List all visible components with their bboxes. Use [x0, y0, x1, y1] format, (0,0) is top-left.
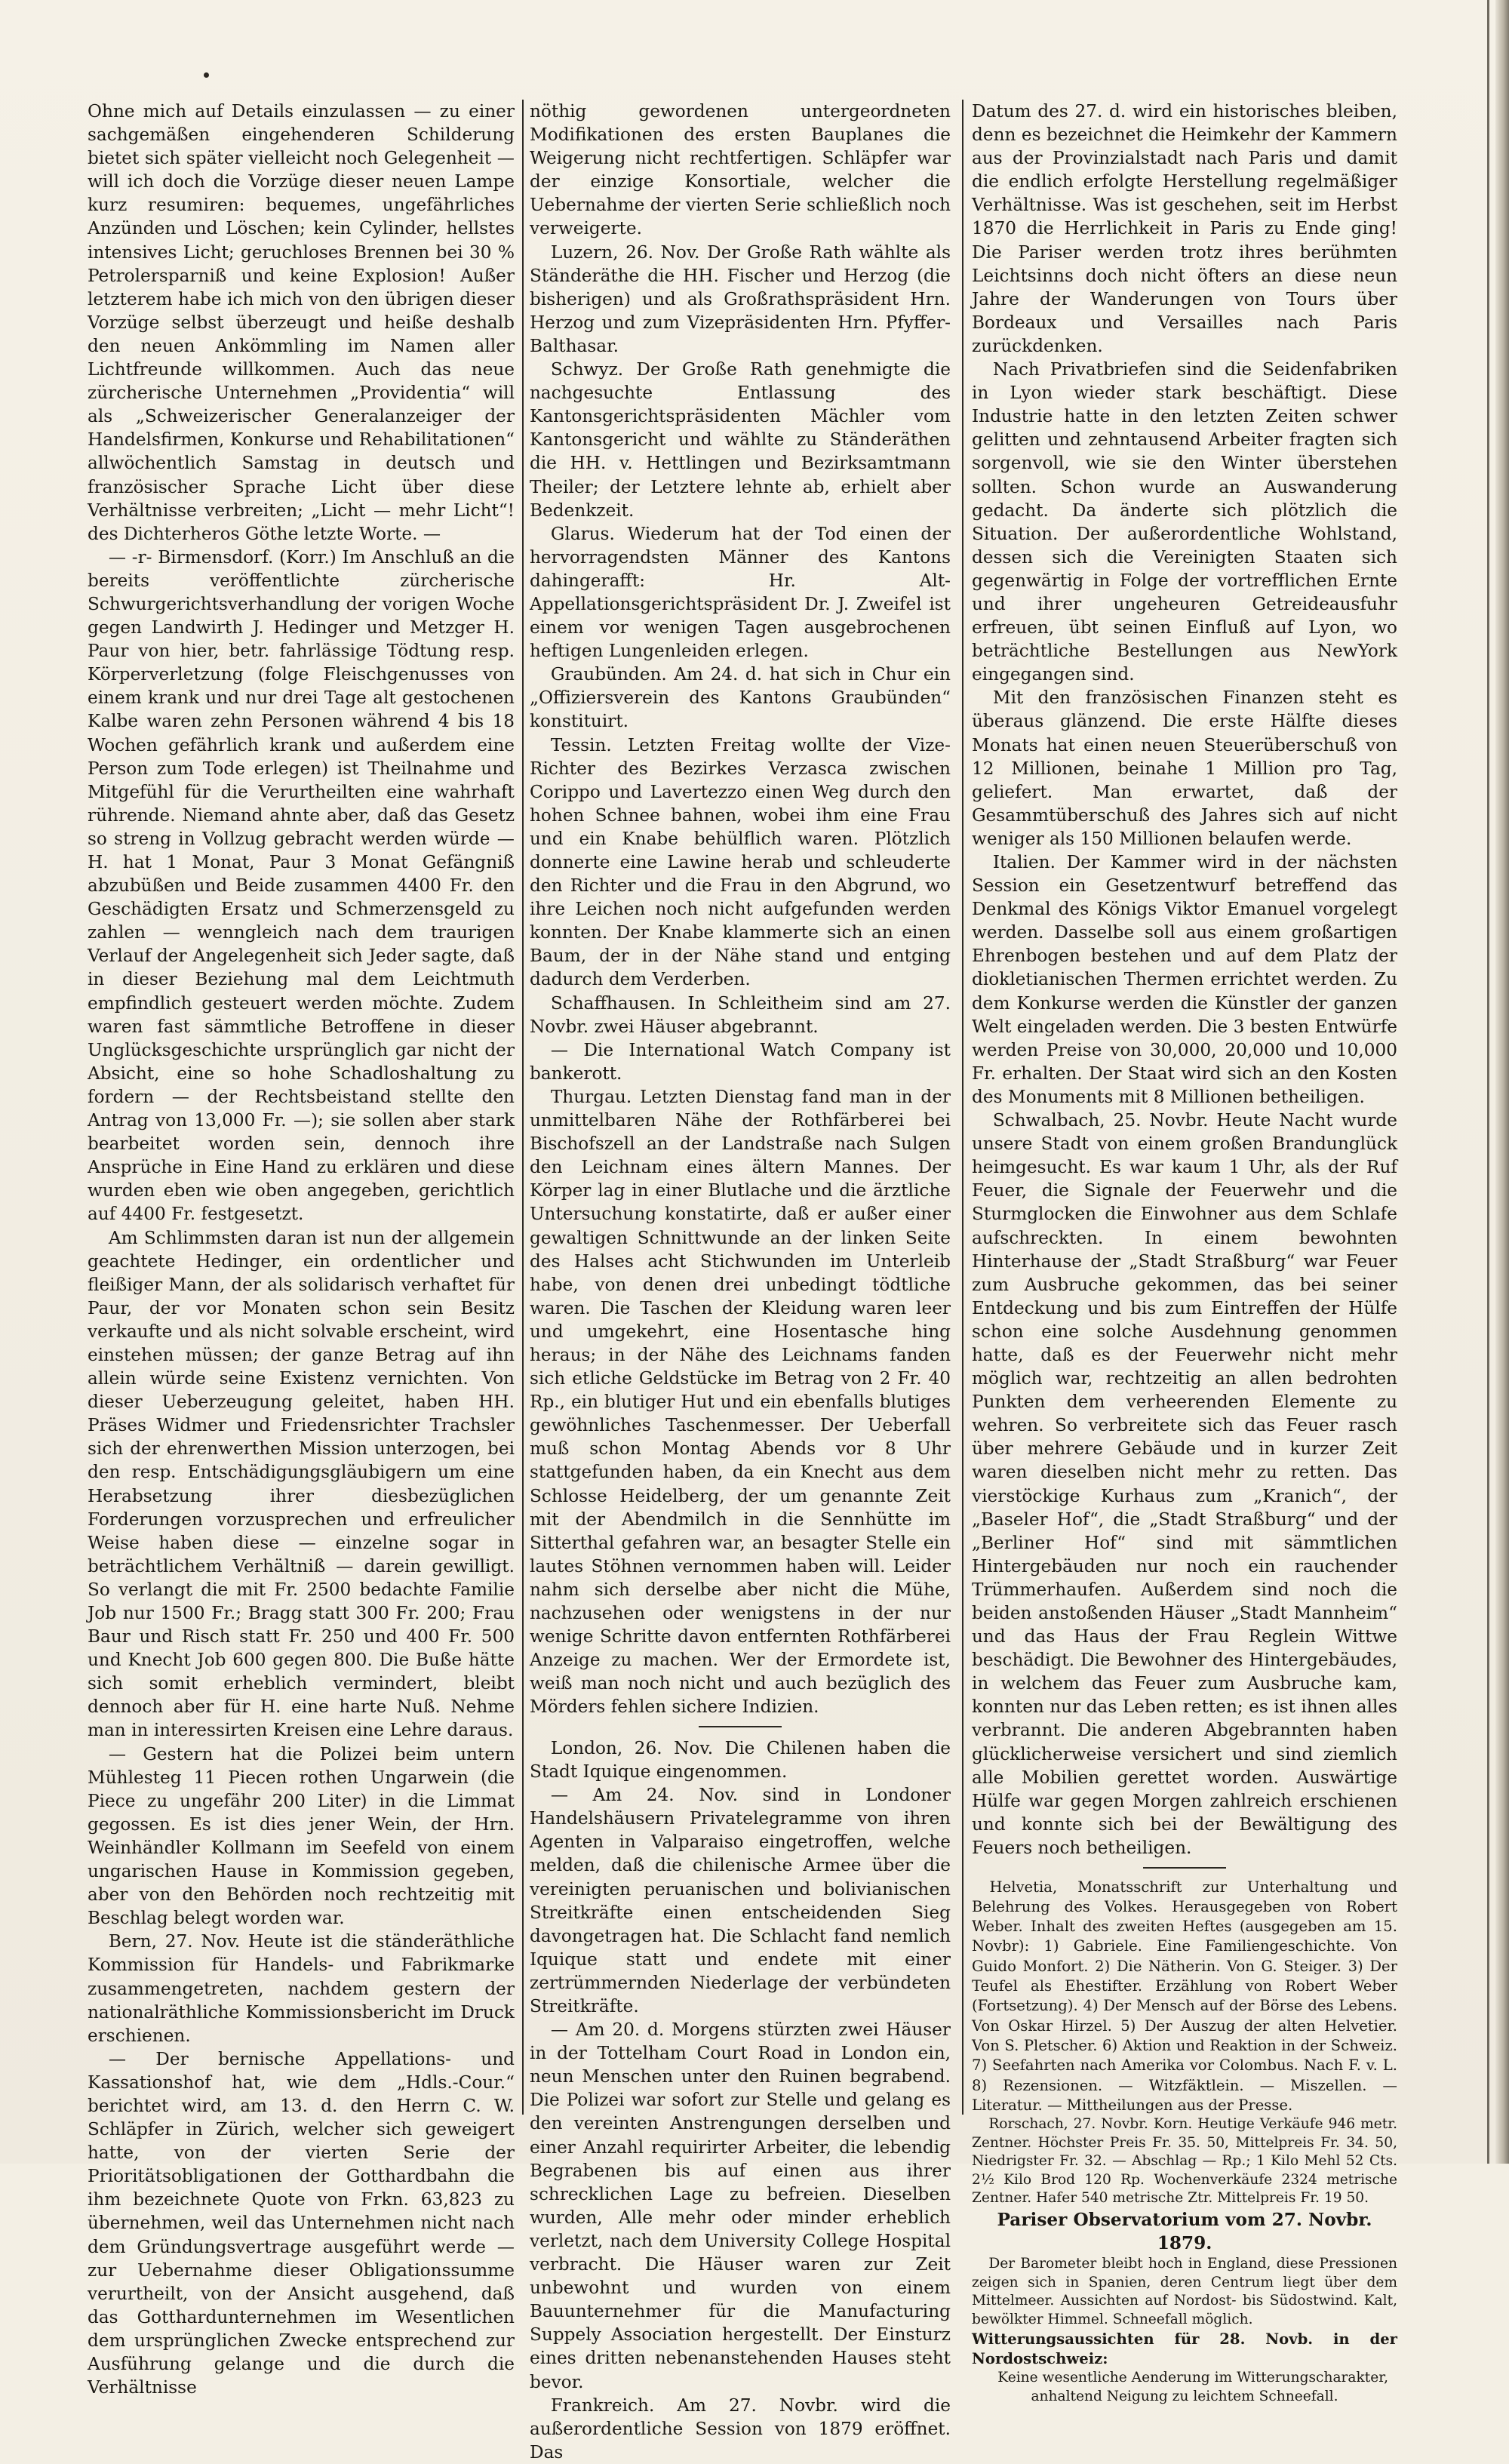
observatory-heading: Pariser Observatorium vom 27. Novbr. 1879.: [997, 2210, 1372, 2254]
observatory-report: Der Barometer bleibt hoch in England, diese Pressionen zeigen sich in Spanien, deren Centrum liegt über dem Mittelmeer. Aussichten auf Nordost- bis Südostwind. Kalt, bewölkter Himmel. Schneefall möglich.: [972, 2256, 1397, 2328]
article-zurich-wine: — Gestern hat die Polizei beim untern Mühlesteg 11 Piecen rothen Ungarwein (die Piece zu ungefähr 200 Liter) in die Limmat gegossen. Es ist dies jener Wein, der Hrn. Weinhändler Kollmann im Seefeld von einem ungarischen Hause in Kommission gegeben, aber von den Behörden noch rechtzeitig mit Beschlag belegt worden war.: [88, 1743, 515, 1929]
weather-heading: Witterungsaussichten für 28. Novb. in der Nordostschweiz:: [972, 2330, 1397, 2367]
section-separator: [699, 1726, 782, 1727]
article-glarus: Glarus. Wiederum hat der Tod einen der hervorragendsten Männer des Kantons dahingerafft: Hr. Alt-Appellationsgerichtspräsident Dr. J. Zweifel ist einem vor wenigen Tagen ausgebrochenen heftigen Lungenleiden erlegen.: [530, 523, 951, 662]
article-schwalbach: Schwalbach, 25. Novbr. Heute Nacht wurde unsere Stadt von einem großen Brandunglück heimgesucht. Es war kaum 1 Uhr, als der Ruf Feuer, die Signale der Feuerwehr und die Sturmglocken die Einwohner aus dem Schlafe aufschreckten. In einem bewohnten Hinterhause der „Stadt Straßburg“ war Feuer zum Ausbruche gekommen, das bei seiner Entdeckung und bis zum Eintreffen der Hülfe schon eine solche Ausdehnung genommen hatte, daß es der Feuerwehr nicht mehr möglich war, rechtzeitig an allen bedrohten Punkten dem verheerenden Elemente zu wehren. So verbreitete sich das Feuer rasch über mehrere Gebäude und in kurzer Zeit waren dieselben nicht mehr zu retten. Das vierstöckige Kurhaus zum „Kranich“, der „Baseler Hof“, die „Stadt Straßburg“ und der „Berliner Hof“ sind mit sämmtlichen Hintergebäuden nur noch ein rauchender Trümmerhaufen. Außerdem sind noch die beiden anstoßenden Häuser „Stadt Mannheim“ und das Haus der Frau Reglein Wittwe beschädigt. Die Bewohner des Hintergebäudes, in welchem das Feuer zum Ausbruche kam, konnten nur das Leben retten; es ist ihnen alles verbrannt. Die anderen Abgebrannten haben glücklicherweise versichert und sind ziemlich alle Mobilien gerettet worden. Auswärtige Hülfe war gegen Morgen zahlreich erschienen und konnte sich bei der Bewältigung des Feuers noch betheiligen.: [972, 1110, 1397, 1858]
page-edge-line: [1487, 0, 1489, 2164]
article-birmensdorf: — -r- Birmensdorf. (Korr.) Im Anschluß an die bereits veröffentlichte zürcherische Schwurgerichtsverhandlung der vorigen Woche gegen Landwirth J. Hedinger und Metzger H. Paur von hier, betr. fahrlässige Tödtung resp. Körperverletzung (folge Fleischgenusses von einem krank und nur drei Tage alt gestochenen Kalbe waren zehn Personen während 4 bis 18 Wochen gefährlich krank und außerdem eine Person zum Tode erlegen) ist Theilnahme und Mitgefühl für die Verurtheilten eine wahrhaft rührende. Niemand ahnte aber, daß das Gesetz so streng in Vollzug gebracht werden würde — H. hat 1 Monat, Paur 3 Monat Gefängniß abzubüßen und Beide zusammen 4400 Fr. den Geschädigten Ersatz und Schmerzensgeld zu zahlen — wenngleich nach dem traurigen Verlauf der Angelegenheit sich Jeder sagte, daß in dieser Beziehung mal dem Leichtmuth empfindlich gesteuert werden möchte. Zudem waren fast sämmtliche Betroffene in dieser Unglücksgeschichte ursprünglich gar nicht der Absicht, eine so hohe Schadloshaltung zu fordern — der Rechtsbeistand stellte den Antrag von 13,000 Fr. —); sie sollen aber stark bearbeitet worden sein, dennoch ihre Ansprüche in Eine Hand zu erklären und diese wurden eben wie oben angegeben, gerichtlich auf 4400 Fr. festgesetzt.: [88, 546, 515, 1225]
article-frankreich: Frankreich. Am 27. Novbr. wird die außerordentliche Session von 1879 eröffnet. Das: [530, 2395, 951, 2462]
article-luzern: Luzern, 26. Nov. Der Große Rath wählte als Ständeräthe die HH. Fischer und Herzog (die bisherigen) und als Großrathspräsident Hrn. Herzog und zum Vizepräsidenten Hrn. Pfyffer-Balthasar.: [530, 241, 951, 356]
market-rorschach: Rorschach, 27. Novbr. Korn. Heutige Verkäufe 946 metr. Zentner. Höchster Preis Fr. 35. 50, Mittelpreis Fr. 34. 50, Niedrigster Fr. 32. — Abschlag — Rp.; 1 Kilo Mehl 52 Cts. 2½ Kilo Brod 120 Rp. Wochenverkäufe 2324 metrische Zentner. Hafer 540 metrische Ztr. Mittelpreis Fr. 19 50.: [972, 2116, 1397, 2207]
article-finances: Mit den französischen Finanzen steht es überaus glänzend. Die erste Hälfte dieses Monats hat einen neuen Steuerüberschuß von 12 Millionen, beinahe 1 Million pro Tag, geliefert. Man erwartet, daß der Gesammtüberschuß des Jahres sich auf nicht weniger als 150 Millionen belaufen werde.: [972, 688, 1397, 849]
column-1: [88, 100, 515, 2398]
article-paragraph: nöthig gewordenen untergeordneten Modifikationen des ersten Bauplanes die Weigerung nicht rechtfertigen. Schläpfer war der einzige Konsortiale, welcher die Uebernahme der vierten Serie schließlich noch verweigerte.: [530, 101, 951, 239]
section-separator: [1143, 1867, 1226, 1869]
weather-forecast: Keine wesentliche Aenderung im Witterungscharakter, anhaltend Neigung zu leichtem Schneefall.: [997, 2370, 1388, 2404]
column-2: [530, 100, 951, 2462]
column-rule-right: [962, 100, 963, 2115]
article-lyon: Nach Privatbriefen sind die Seidenfabriken in Lyon wieder stark beschäftigt. Diese Industrie hatte in den letzten Zeiten schwer gelitten und zehntausend Arbeiter fragten sich sorgenvoll, wie sie den Winter überstehen sollten. Schon wurde an Auswanderung gedacht. Da änderte sich plötzlich die Situation. Der außerordentliche Wohlstand, dessen sich die Vereinigten Staaten sich gegenwärtig in Folge der vortrefflichen Ernte und ihrer ungeheuren Getreideausfuhr erfreuen, übt seinen Einfluß auf Lyon, wo beträchtliche Bestellungen aus NewYork eingegangen sind.: [972, 359, 1397, 685]
article-bern: Bern, 27. Nov. Heute ist die ständeräthliche Kommission für Handels- und Fabrikmarke zusammengetreten, nachdem gestern der nationalräthliche Kommissionsbericht im Druck erschienen.: [88, 1931, 515, 2046]
article-graubuenden: Graubünden. Am 24. d. hat sich in Chur ein „Offiziersverein des Kantons Graubünden“ konstituirt.: [530, 664, 951, 732]
column-3: [972, 100, 1397, 2404]
article-london-chile: — Am 24. Nov. sind in Londoner Handelshäusern Privatelegramme von ihren Agenten in Valparaiso eingetroffen, welche melden, daß die chilenische Armee über die vereinigten peruanischen und bolivianischen Streitkräfte einen entscheidenden Sieg davongetragen hat. Die Schlacht fand nemlich Iquique statt und endete mit einer zertrümmernden Niederlage der verbündeten Streitkräfte.: [530, 1785, 951, 2016]
article-london: London, 26. Nov. Die Chilenen haben die Stadt Iquique eingenommen.: [530, 1737, 951, 1783]
article-schwyz: Schwyz. Der Große Rath genehmigte die nachgesuchte Entlassung des Kantonsgerichtspräsidenten Mächler vom Kantonsgericht und wählte zu Ständeräthen die HH. v. Hettlingen und Bezirksamtmann Theiler; der Letztere lehnte ab, erhielt aber Bedenkzeit.: [530, 359, 951, 521]
article-paragraph: Am Schlimmsten daran ist nun der allgemein geachtete Hedinger, ein ordentlicher und fleißiger Mann, der als solidarisch verhaftet für Paur, der vor Monaten schon sein Besitz verkaufte und als nicht solvable erscheint, wird einstehen müssen; der ganze Betrag auf ihn allein würde seine Existenz vernichten. Von dieser Ueberzeugung geleitet, haben HH. Präses Widmer und Friedensrichter Trachsler sich der ehrenwerthen Mission unterzogen, bei den resp. Entschädigungsgläubigern um eine Herabsetzung ihrer diesbezüglichen Forderungen vorzusprechen und erfreulicher Weise haben diese — einzelne sogar in beträchtlichem Verhältniß — darein gewilligt. So verlangt die mit Fr. 2500 bedachte Familie Job nur 1500 Fr.; Bragg statt 300 Fr. 200; Frau Baur und Risch statt Fr. 250 und 400 Fr. 500 und Knecht Job 600 gegen 800. Die Buße hätte sich somit erheblich vermindert, bleibt dennoch aber für H. eine harte Nuß. Nehme man in interessirten Kreisen eine Lehre daraus.: [88, 1227, 515, 1741]
page-edge-shadow: [1495, 0, 1509, 2164]
column-rule-left: [522, 100, 524, 2115]
print-dot: [204, 72, 209, 78]
notice-helvetia: Helvetia, Monatsschrift zur Unterhaltung und Belehrung des Volkes. Herausgegeben von Robert Weber. Inhalt des zweiten Heftes (ausgegeben am 15. Novbr): 1) Gabriele. Eine Familiengeschichte. Von Guido Monfort. 2) Die Nätherin. Von G. Steiger. 3) Der Teufel als Ehestifter. Erzählung von Robert Weber (Fortsetzung). 4) Der Mensch auf der Börse des Lebens. Von Oskar Hirzel. 5) Der Auszug der alten Helvetier. Von S. Pletscher. 6) Aktion und Reaktion in der Schweiz. 7) Seefahrten nach Amerika vor Colombus. Nach F. v. L. 8) Rezensionen. — Witzfäktlein. — Miszellen. — Literatur. — Mittheilungen aus der Presse.: [972, 1878, 1397, 2114]
article-london-houses: — Am 20. d. Morgens stürzten zwei Häuser in der Tottelham Court Road in London ein, neun Menschen unter den Ruinen begrabend. Die Polizei war sofort zur Stelle und gelang es den vereinten Anstrengungen derselben und einer Anzahl requirirter Arbeiter, die lebendig Begrabenen bis auf einen aus ihrer schrecklichen Lage zu befreien. Dieselben wurden, Alle mehr oder minder erheblich verletzt, nach dem University College Hospital verbracht. Die Häuser waren zur Zeit unbewohnt und wurden von einem Bauunternehmer für die Manufacturing Suppely Association hergestellt. Der Einsturz eines dritten nebenanstehenden Hauses steht bevor.: [530, 2019, 951, 2392]
article-italien: Italien. Der Kammer wird in der nächsten Session ein Gesetzentwurf betreffend das Denkmal des Königs Viktor Emanuel vorgelegt werden. Dasselbe soll aus einem großartigen Ehrenbogen bestehen und auf dem Platz der diokletianischen Thermen errichtet werden. Zu dem Konkurse werden die Künstler der ganzen Welt eingeladen werden. Die 3 besten Entwürfe werden Preise von 30,000, 20,000 und 10,000 Fr. erhalten. Der Staat wird sich an den Kosten des Monuments mit 8 Millionen betheiligen.: [972, 852, 1397, 1107]
article-paragraph: Ohne mich auf Details einzulassen — zu einer sachgemäßen eingehenderen Schilderung bietet sich später vielleicht noch Gelegenheit — will ich doch die Vorzüge dieser neuen Lampe kurz resumiren: bequemes, ungefährliches Anzünden und Löschen; kein Cylinder, hellstes intensives Licht; geruchloses Brennen bei 30 % Petrolersparniß und keine Explosion! Außer letzterem habe ich mich von den übrigen dieser Vorzüge selbst überzeugt und heiße deshalb den neuen Ankömmling im Namen aller Lichtfreunde willkommen. Auch das neue zürcherische Unternehmen „Providentia“ will als „Schweizerischer Generalanzeiger der Handelsfirmen, Konkurse und Rehabilitationen“ allwöchentlich Samstag in deutsch und französischer Sprache Licht über diese Verhältnisse verbreiten; „Licht — mehr Licht“! des Dichterheros Göthe letzte Worte. —: [88, 101, 515, 544]
article-thurgau: Thurgau. Letzten Dienstag fand man in der unmittelbaren Nähe der Rothfärberei bei Bischofszell an der Landstraße nach Sulgen den Leichnam eines ältern Mannes. Der Körper lag in einer Blutlache und die ärztliche Untersuchung konstatirte, daß er außer einer gewaltigen Schnittwunde an der linken Seite des Halses acht Stichwunden im Unterleib habe, von denen drei unbedingt tödtliche waren. Die Taschen der Kleidung waren leer und umgekehrt, eine Hosentasche hing heraus; in der Nähe des Leichnams fanden sich etliche Geldstücke im Betrag von 2 Fr. 40 Rp., ein blutiger Hut und ein ebenfalls blutiges gewöhnliches Taschenmesser. Der Ueberfall muß schon Montag Abends vor 8 Uhr stattgefunden haben, da ein Knecht aus dem Schlosse Heidelberg, der um genannte Zeit mit der Abendmilch in die Sennhütte im Sitterthal gefahren war, an besagter Stelle ein lautes Stöhnen vernommen haben will. Leider nahm sich derselbe aber nicht die Mühe, nachzusehen oder wenigstens in der nur wenige Schritte davon entfernten Rothfärberei Anzeige zu machen. Wer der Ermordete ist, weiß man noch nicht und auch bezüglich des Mörders fehlen sichere Indizien.: [530, 1086, 951, 1718]
article-watch-company: — Die International Watch Company ist bankerott.: [530, 1039, 951, 1084]
article-paragraph: Datum des 27. d. wird ein historisches bleiben, denn es bezeichnet die Heimkehr der Kammern aus der Provinzialstadt nach Paris und damit die endlich erfolgte Herstellung regelmäßiger Verhältnisse. Was ist geschehen, seit im Herbst 1870 die Herrlichkeit in Paris zu Ende ging! Die Pariser werden trotz ihres berühmten Leichtsinns doch nicht öfters an diese neun Jahre der Wanderungen von Tours über Bordeaux und Versailles nach Paris zurückdenken.: [972, 101, 1397, 356]
article-schaffhausen: Schaffhausen. In Schleitheim sind am 27. Novbr. zwei Häuser abgebrannt.: [530, 992, 951, 1037]
article-bern-court: — Der bernische Appellations- und Kassationshof hat, wie dem „Hdls.-Cour.“ berichtet wird, am 13. d. den Herrn C. W. Schläpfer in Zürich, welcher sich geweigert hatte, von der vierten Serie der Prioritätsobligationen der Gotthardbahn die ihm bezeichnete Quote von Frkn. 63,823 zu übernehmen, weil das Unternehmen nicht nach dem Gründungsvertrage ausgeführt werde — zur Uebernahme dieser Obligationssumme verurtheilt, von der Ansicht ausgehend, daß das Gotthardunternehmen im Wesentlichen dem ursprünglichen Zwecke entsprechend zur Ausführung gelange und die durch die Verhältnisse: [88, 2048, 515, 2398]
article-tessin: Tessin. Letzten Freitag wollte der Vize-Richter des Bezirkes Verzasca zwischen Corippo und Lavertezzo einen Weg durch den hohen Schnee bahnen, wobei ihm eine Frau und ein Knabe behülflich waren. Plötzlich donnerte eine Lawine herab und schleuderte den Richter und die Frau in den Abgrund, wo ihre Leichen noch nicht aufgefunden werden konnten. Der Knabe klammerte sich an einen Baum, der in der Nähe stand und entging dadurch dem Verderben.: [530, 734, 951, 990]
